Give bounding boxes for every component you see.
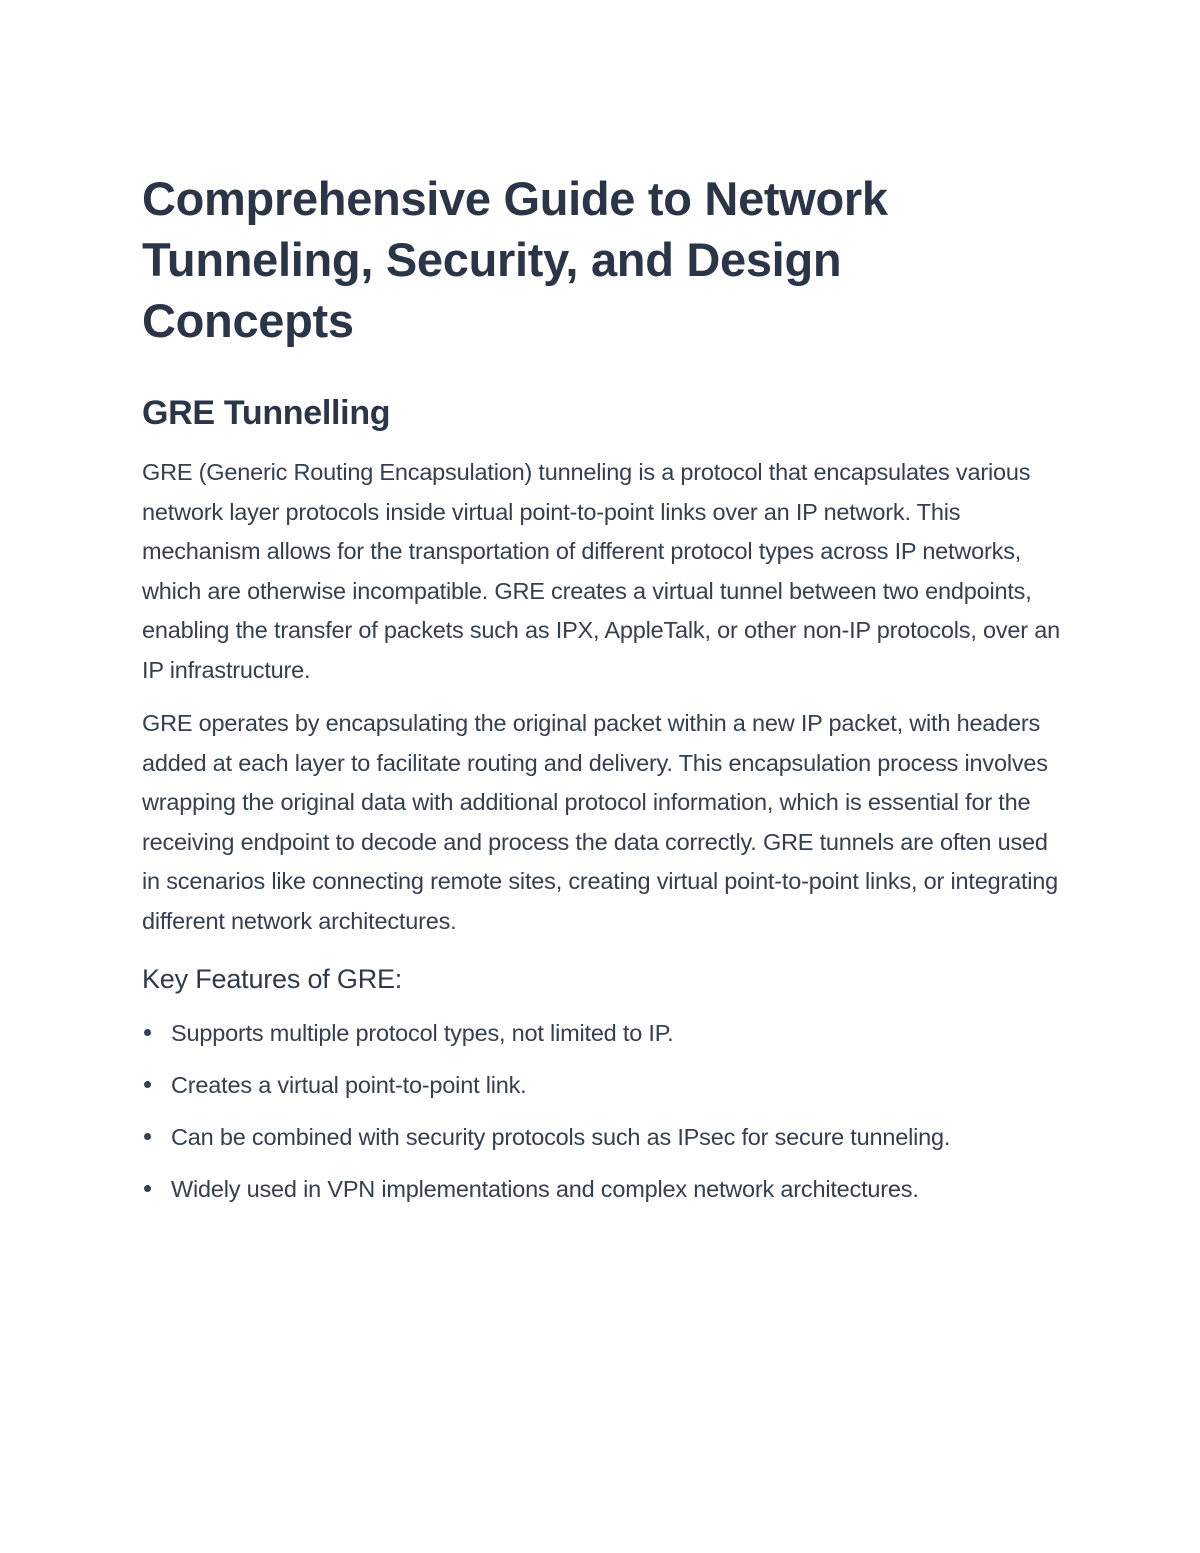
document-title: Comprehensive Guide to Network Tunneling, Security, and Design Concepts xyxy=(142,172,888,347)
section-heading-gre-tunnelling: GRE Tunnelling xyxy=(142,394,391,432)
bullet-icon xyxy=(144,1029,151,1036)
document-page xyxy=(142,168,1062,1221)
list-item xyxy=(142,1013,1062,1053)
bullet-icon xyxy=(144,1081,151,1088)
list-item-text: Can be combined with security protocols such as IPsec for secure tunneling. xyxy=(171,1124,951,1150)
features-list xyxy=(142,1013,1062,1209)
list-item-text: Supports multiple protocol types, not limited to IP. xyxy=(171,1020,674,1046)
subheading-key-features: Key Features of GRE: xyxy=(142,964,403,994)
list-item xyxy=(142,1065,1062,1105)
bullet-icon xyxy=(144,1133,151,1140)
list-item-text: Creates a virtual point-to-point link. xyxy=(171,1072,527,1098)
list-item-text: Widely used in VPN implementations and complex network architectures. xyxy=(171,1176,919,1202)
list-item xyxy=(142,1117,1062,1157)
list-item xyxy=(142,1169,1062,1209)
paragraph-gre-operation: GRE operates by encapsulating the original packet within a new IP packet, with headers added at each layer to facilitate routing and delivery. This encapsulation process involves wrapping the original data with additional protocol information, which is essential for the receiving endpoint to decode and process the data correctly. GRE tunnels are often used in scenarios like connecting remote sites, creating virtual point-to-point links, or integrating different network architectures. xyxy=(142,710,1059,934)
paragraph-gre-overview: GRE (Generic Routing Encapsulation) tunneling is a protocol that encapsulates various network layer protocols inside virtual point-to-point links over an IP network. This mechanism allows for the transportation of different protocol types across IP networks, which are otherwise incompatible. GRE creates a virtual tunnel between two endpoints, enabling the transfer of packets such as IPX, AppleTalk, or other non-IP protocols, over an IP infrastructure. xyxy=(142,459,1060,683)
bullet-icon xyxy=(144,1185,151,1192)
